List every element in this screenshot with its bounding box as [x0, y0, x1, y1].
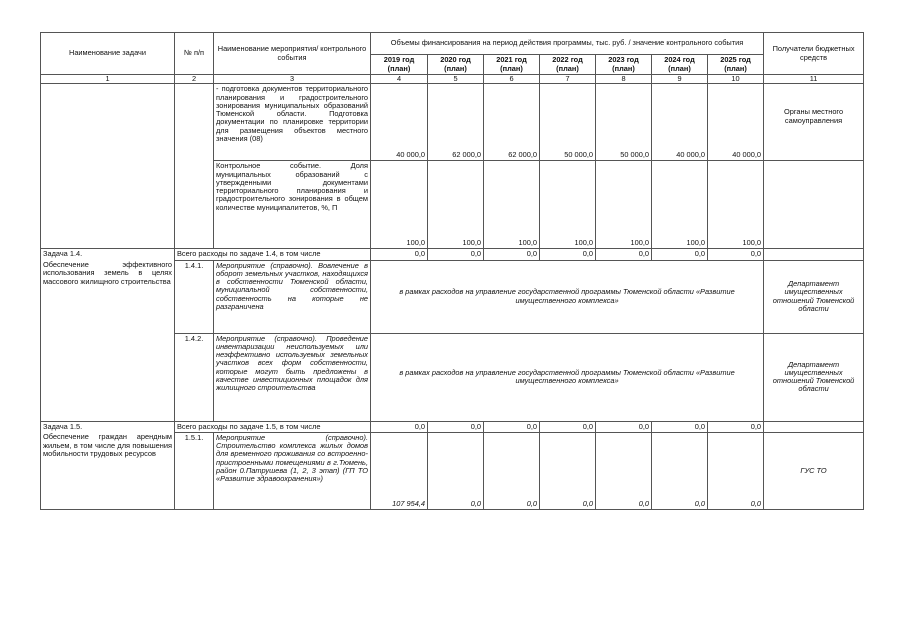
total-cell: 0,0 [708, 421, 764, 432]
total-cell: 0,0 [428, 421, 484, 432]
value-cell: 62 000,0 [428, 84, 484, 161]
event-1-5-1-text: Мероприятие (справочно). Строительство комплекса жилых домов для временного проживания со встроенно-пристроенными помещениями в г.Тюмень, район 0.Патрушева (1, 2, 3 этап) (ГП ТО «Развитие здравоохранения») [214, 432, 371, 509]
recipient-cell [764, 249, 864, 260]
col-number: 10 [708, 75, 764, 84]
recipient-cell [764, 161, 864, 249]
total-cell: 0,0 [484, 421, 540, 432]
header-event-name: Наименование мероприятия/ контрольного события [214, 33, 371, 75]
total-cell: 0,0 [540, 249, 596, 260]
financing-note: в рамках расходов на управление государственной программы Тюменской области «Развитие имущественного комплекса» [371, 333, 764, 421]
col-number: 3 [214, 75, 371, 84]
header-year: 2021 год (план) [484, 55, 540, 75]
recipient-cell: Органы местного самоуправления [764, 84, 864, 161]
header-year: 2020 год (план) [428, 55, 484, 75]
col-number: 9 [652, 75, 708, 84]
event-1-4-2-text: Мероприятие (справочно). Проведение инвентаризации неиспользуемых или неэффективно используемых земельных участков всех форм собственности, которые могут быть предложены в качестве инвестиционных площадок для жилищного строительства [214, 333, 371, 421]
total-cell: 0,0 [371, 421, 428, 432]
value-cell: 0,0 [428, 432, 484, 509]
total-cell: 0,0 [540, 421, 596, 432]
event-num: 1.5.1. [175, 432, 214, 509]
col-number: 7 [540, 75, 596, 84]
value-cell: 0,0 [484, 432, 540, 509]
total-cell: 0,0 [652, 421, 708, 432]
value-cell: 107 954,4 [371, 432, 428, 509]
header-year: 2024 год (план) [652, 55, 708, 75]
value-cell: 40 000,0 [708, 84, 764, 161]
col-number: 1 [41, 75, 175, 84]
total-cell: 0,0 [596, 249, 652, 260]
value-cell: 0,0 [596, 432, 652, 509]
header-year: 2022 год (план) [540, 55, 596, 75]
col-number: 8 [596, 75, 652, 84]
value-cell: 100,0 [484, 161, 540, 249]
col-number: 2 [175, 75, 214, 84]
total-cell: 0,0 [371, 249, 428, 260]
total-cell: 0,0 [708, 249, 764, 260]
num-cell [175, 84, 214, 249]
task-total-label: Всего расходы по задаче 1.4, в том числе [175, 249, 371, 260]
header-year: 2025 год (план) [708, 55, 764, 75]
recipient-cell: Департамент имущественных отношений Тюменской области [764, 260, 864, 333]
value-cell: 40 000,0 [652, 84, 708, 161]
task-label: Задача 1.4. [41, 249, 175, 260]
recipient-cell [764, 421, 864, 432]
value-cell: 40 000,0 [371, 84, 428, 161]
financing-note: в рамках расходов на управление государственной программы Тюменской области «Развитие имущественного комплекса» [371, 260, 764, 333]
task-total-label: Всего расходы по задаче 1.5, в том числе [175, 421, 371, 432]
value-cell: 0,0 [652, 432, 708, 509]
header-year: 2019 год (план) [371, 55, 428, 75]
value-cell: 0,0 [540, 432, 596, 509]
header-recipients: Получатели бюджетных средств [764, 33, 864, 75]
col-number: 5 [428, 75, 484, 84]
value-cell: 100,0 [652, 161, 708, 249]
control-event-text: Контрольное событие. Доля муниципальных образований с утвержденными документами территориального планирования и градостроительного зонирования в общем количестве муниципалитетов, %, П [214, 161, 371, 249]
value-cell: 50 000,0 [540, 84, 596, 161]
value-cell: 0,0 [708, 432, 764, 509]
event-num: 1.4.2. [175, 333, 214, 421]
financing-table [40, 32, 864, 510]
event-num: 1.4.1. [175, 260, 214, 333]
value-cell: 100,0 [428, 161, 484, 249]
header-task-name: Наименование задачи [41, 33, 175, 75]
task-cell [41, 84, 175, 249]
event-08-text: - подготовка документов территориального планирования и градостроительного зонирования муниципальных образований Тюменской области. Подготовка документации по планировке территории для размещения объектов местного значения (08) [214, 84, 371, 161]
task-description: Обеспечение граждан арендным жильем, в том числе для повышения мобильности трудовых ресурсов [41, 432, 175, 509]
task-description: Обеспечение эффективного использования земель в целях массового жилищного строительства [41, 260, 175, 421]
value-cell: 100,0 [708, 161, 764, 249]
recipient-cell: ГУС ТО [764, 432, 864, 509]
value-cell: 100,0 [596, 161, 652, 249]
col-number: 4 [371, 75, 428, 84]
header-financing: Объемы финансирования на период действия программы, тыс. руб. / значение контрольного события [371, 33, 764, 55]
task-label: Задача 1.5. [41, 421, 175, 432]
col-number: 6 [484, 75, 540, 84]
total-cell: 0,0 [596, 421, 652, 432]
total-cell: 0,0 [428, 249, 484, 260]
value-cell: 100,0 [371, 161, 428, 249]
total-cell: 0,0 [652, 249, 708, 260]
header-year: 2023 год (план) [596, 55, 652, 75]
header-num: № п/п [175, 33, 214, 75]
total-cell: 0,0 [484, 249, 540, 260]
value-cell: 50 000,0 [596, 84, 652, 161]
value-cell: 100,0 [540, 161, 596, 249]
recipient-cell: Департамент имущественных отношений Тюменской области [764, 333, 864, 421]
event-1-4-1-text: Мероприятие (справочно). Вовлечение в оборот земельных участков, находящихся в собственности Тюменской области, муниципальной собственности, собственность на которые не разграничена [214, 260, 371, 333]
value-cell: 62 000,0 [484, 84, 540, 161]
col-number: 11 [764, 75, 864, 84]
